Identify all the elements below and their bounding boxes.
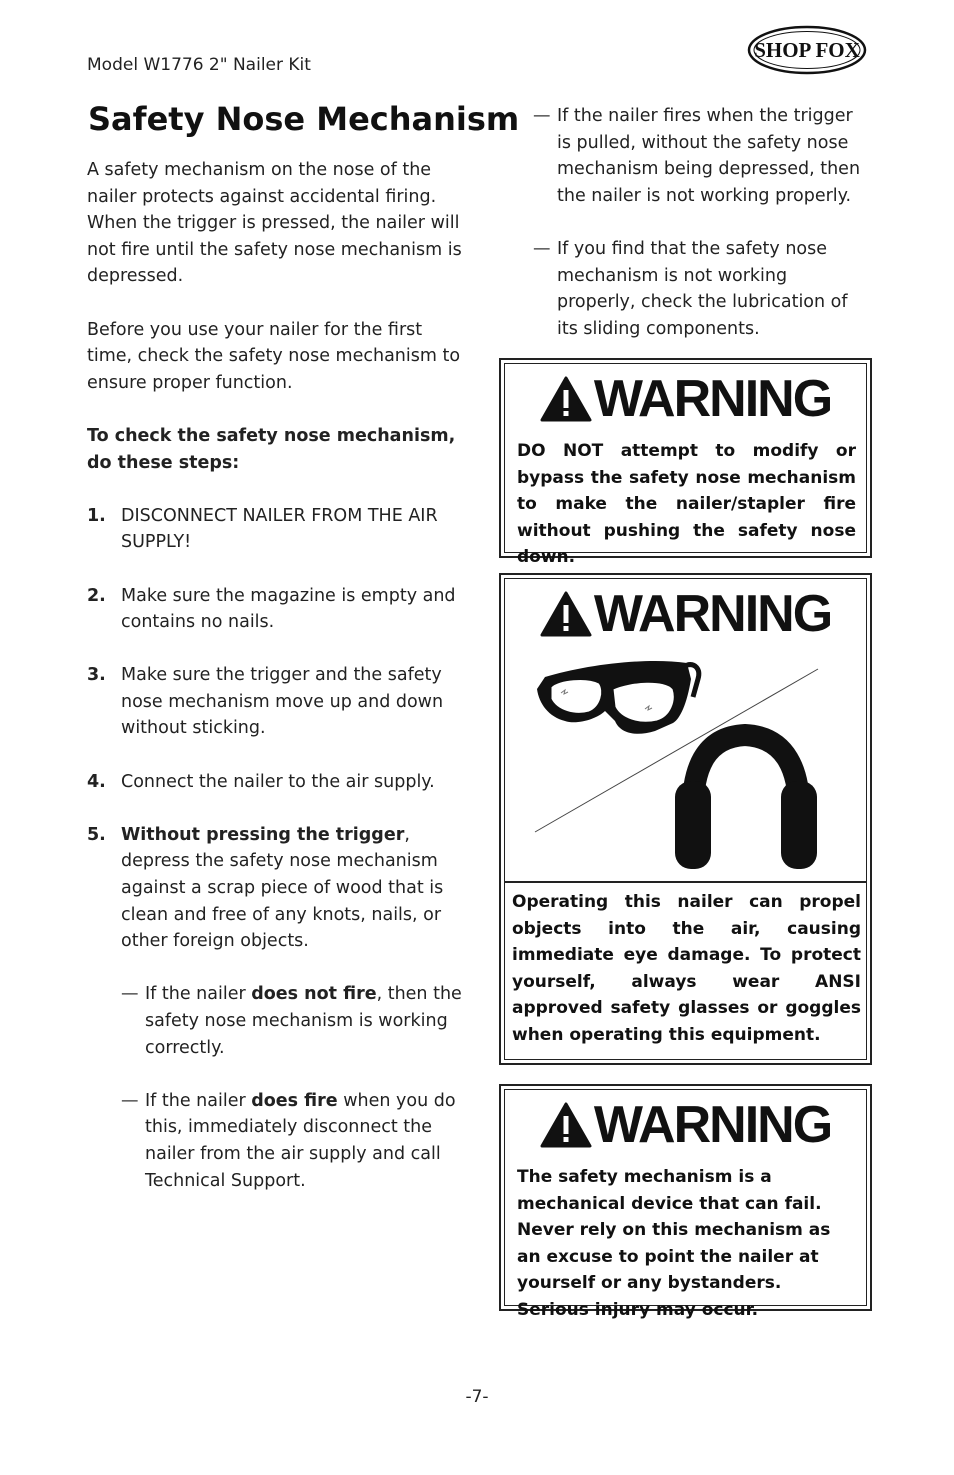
step-number: 1. xyxy=(87,505,106,526)
step-number: 5. xyxy=(87,824,106,845)
logo-text: SHOP FOX xyxy=(754,38,860,62)
warning-triangle-icon xyxy=(540,376,592,422)
page-title: Safety Nose Mechanism xyxy=(88,100,520,138)
warning-triangle-icon xyxy=(540,591,592,637)
step-3 xyxy=(87,662,462,742)
ppe-icons xyxy=(505,649,860,881)
step-bold-text: Without pressing the trigger xyxy=(121,824,405,845)
ppe-illustration xyxy=(505,649,866,883)
warning-box-3 xyxy=(499,1084,872,1320)
shop-fox-logo xyxy=(746,24,868,76)
intro-paragraph: A safety mechanism on the nose of the nailer protects against accidental firing. When the trigger is pressed, the nailer will not fire until the safety nose mechanism is depressed. xyxy=(87,160,462,287)
warning-header xyxy=(505,1090,866,1160)
right-column xyxy=(533,103,868,369)
warning-text: The safety mechanism is a mechanical device that can fail. Never rely on this mechanism as an excuse to point the nailer at yourself or any bystanders. Serious injury may occur. xyxy=(517,1167,831,1320)
step-text: Connect the nailer to the air supply. xyxy=(121,771,435,792)
warning-label: WARNING xyxy=(593,1096,832,1154)
warning-text: Operating this nailer can propel objects into the air, causing immediate eye damage. To protect yourself, always wear ANSI approved safety glasses or goggles when operating this equipment. xyxy=(512,892,861,1045)
step-5 xyxy=(87,822,462,955)
step-number: 4. xyxy=(87,771,106,792)
page-number: -7- xyxy=(465,1387,489,1407)
step-text: DISCONNECT NAILER FROM THE AIR SUPPLY! xyxy=(121,505,438,553)
bullet-text: If you find that the safety nose mechanism is not working properly, check the lubrication of its sliding components. xyxy=(557,238,848,339)
step-4 xyxy=(87,769,462,796)
warning-header xyxy=(505,579,866,649)
intro-paragraph: Before you use your nailer for the first time, check the safety nose mechanism to ensure proper function. xyxy=(87,319,461,393)
step-text: Make sure the trigger and the safety nose mechanism move up and down without sticking. xyxy=(121,665,444,739)
safety-glasses-icon xyxy=(537,661,699,734)
sub-bullet xyxy=(121,1088,462,1194)
warning-triangle-icon xyxy=(540,1102,592,1148)
step-text: Make sure the magazine is empty and contains no nails. xyxy=(121,585,456,633)
bullet-text: If the nailer does fire when you do this, immediately disconnect the nailer from the air supply and call Technical Support. xyxy=(145,1090,456,1191)
dash: — xyxy=(121,1090,139,1111)
right-bullet xyxy=(533,103,868,209)
dash: — xyxy=(533,106,551,126)
warning-label: WARNING xyxy=(593,585,832,643)
warning-header xyxy=(505,364,866,434)
warning-text: DO NOT attempt to modify or bypass the safety nose mechanism to make the nailer/stapler fire without pushing the safety nose down. xyxy=(517,441,856,568)
step-number: 2. xyxy=(87,585,106,606)
left-column xyxy=(87,157,462,1221)
ear-muffs-icon xyxy=(675,735,817,869)
step-1 xyxy=(87,503,462,556)
step-2 xyxy=(87,583,462,636)
step-rest-text: , depress the safety nose mechanism against a scrap piece of wood that is clean and free of any knots, nails, or other foreign objects. xyxy=(121,824,444,952)
dash: — xyxy=(533,238,551,259)
warning-box-2 xyxy=(499,573,872,1065)
dash: — xyxy=(121,984,139,1005)
header-model: Model W1776 2" Nailer Kit xyxy=(87,55,311,75)
warning-box-1 xyxy=(499,358,872,568)
sub-bullet xyxy=(121,981,462,1061)
bullet-text: If the nailer fires when the trigger is pulled, without the safety nose mechanism being depressed, then the nailer is not working properly. xyxy=(557,106,861,206)
step-text xyxy=(121,822,462,955)
right-bullet xyxy=(533,236,868,342)
steps-heading: To check the safety nose mechanism, do these steps: xyxy=(87,425,456,473)
step-number: 3. xyxy=(87,665,106,686)
bullet-text: If the nailer does not fire, then the safety nose mechanism is working correctly. xyxy=(145,984,462,1058)
warning-label: WARNING xyxy=(593,370,832,428)
